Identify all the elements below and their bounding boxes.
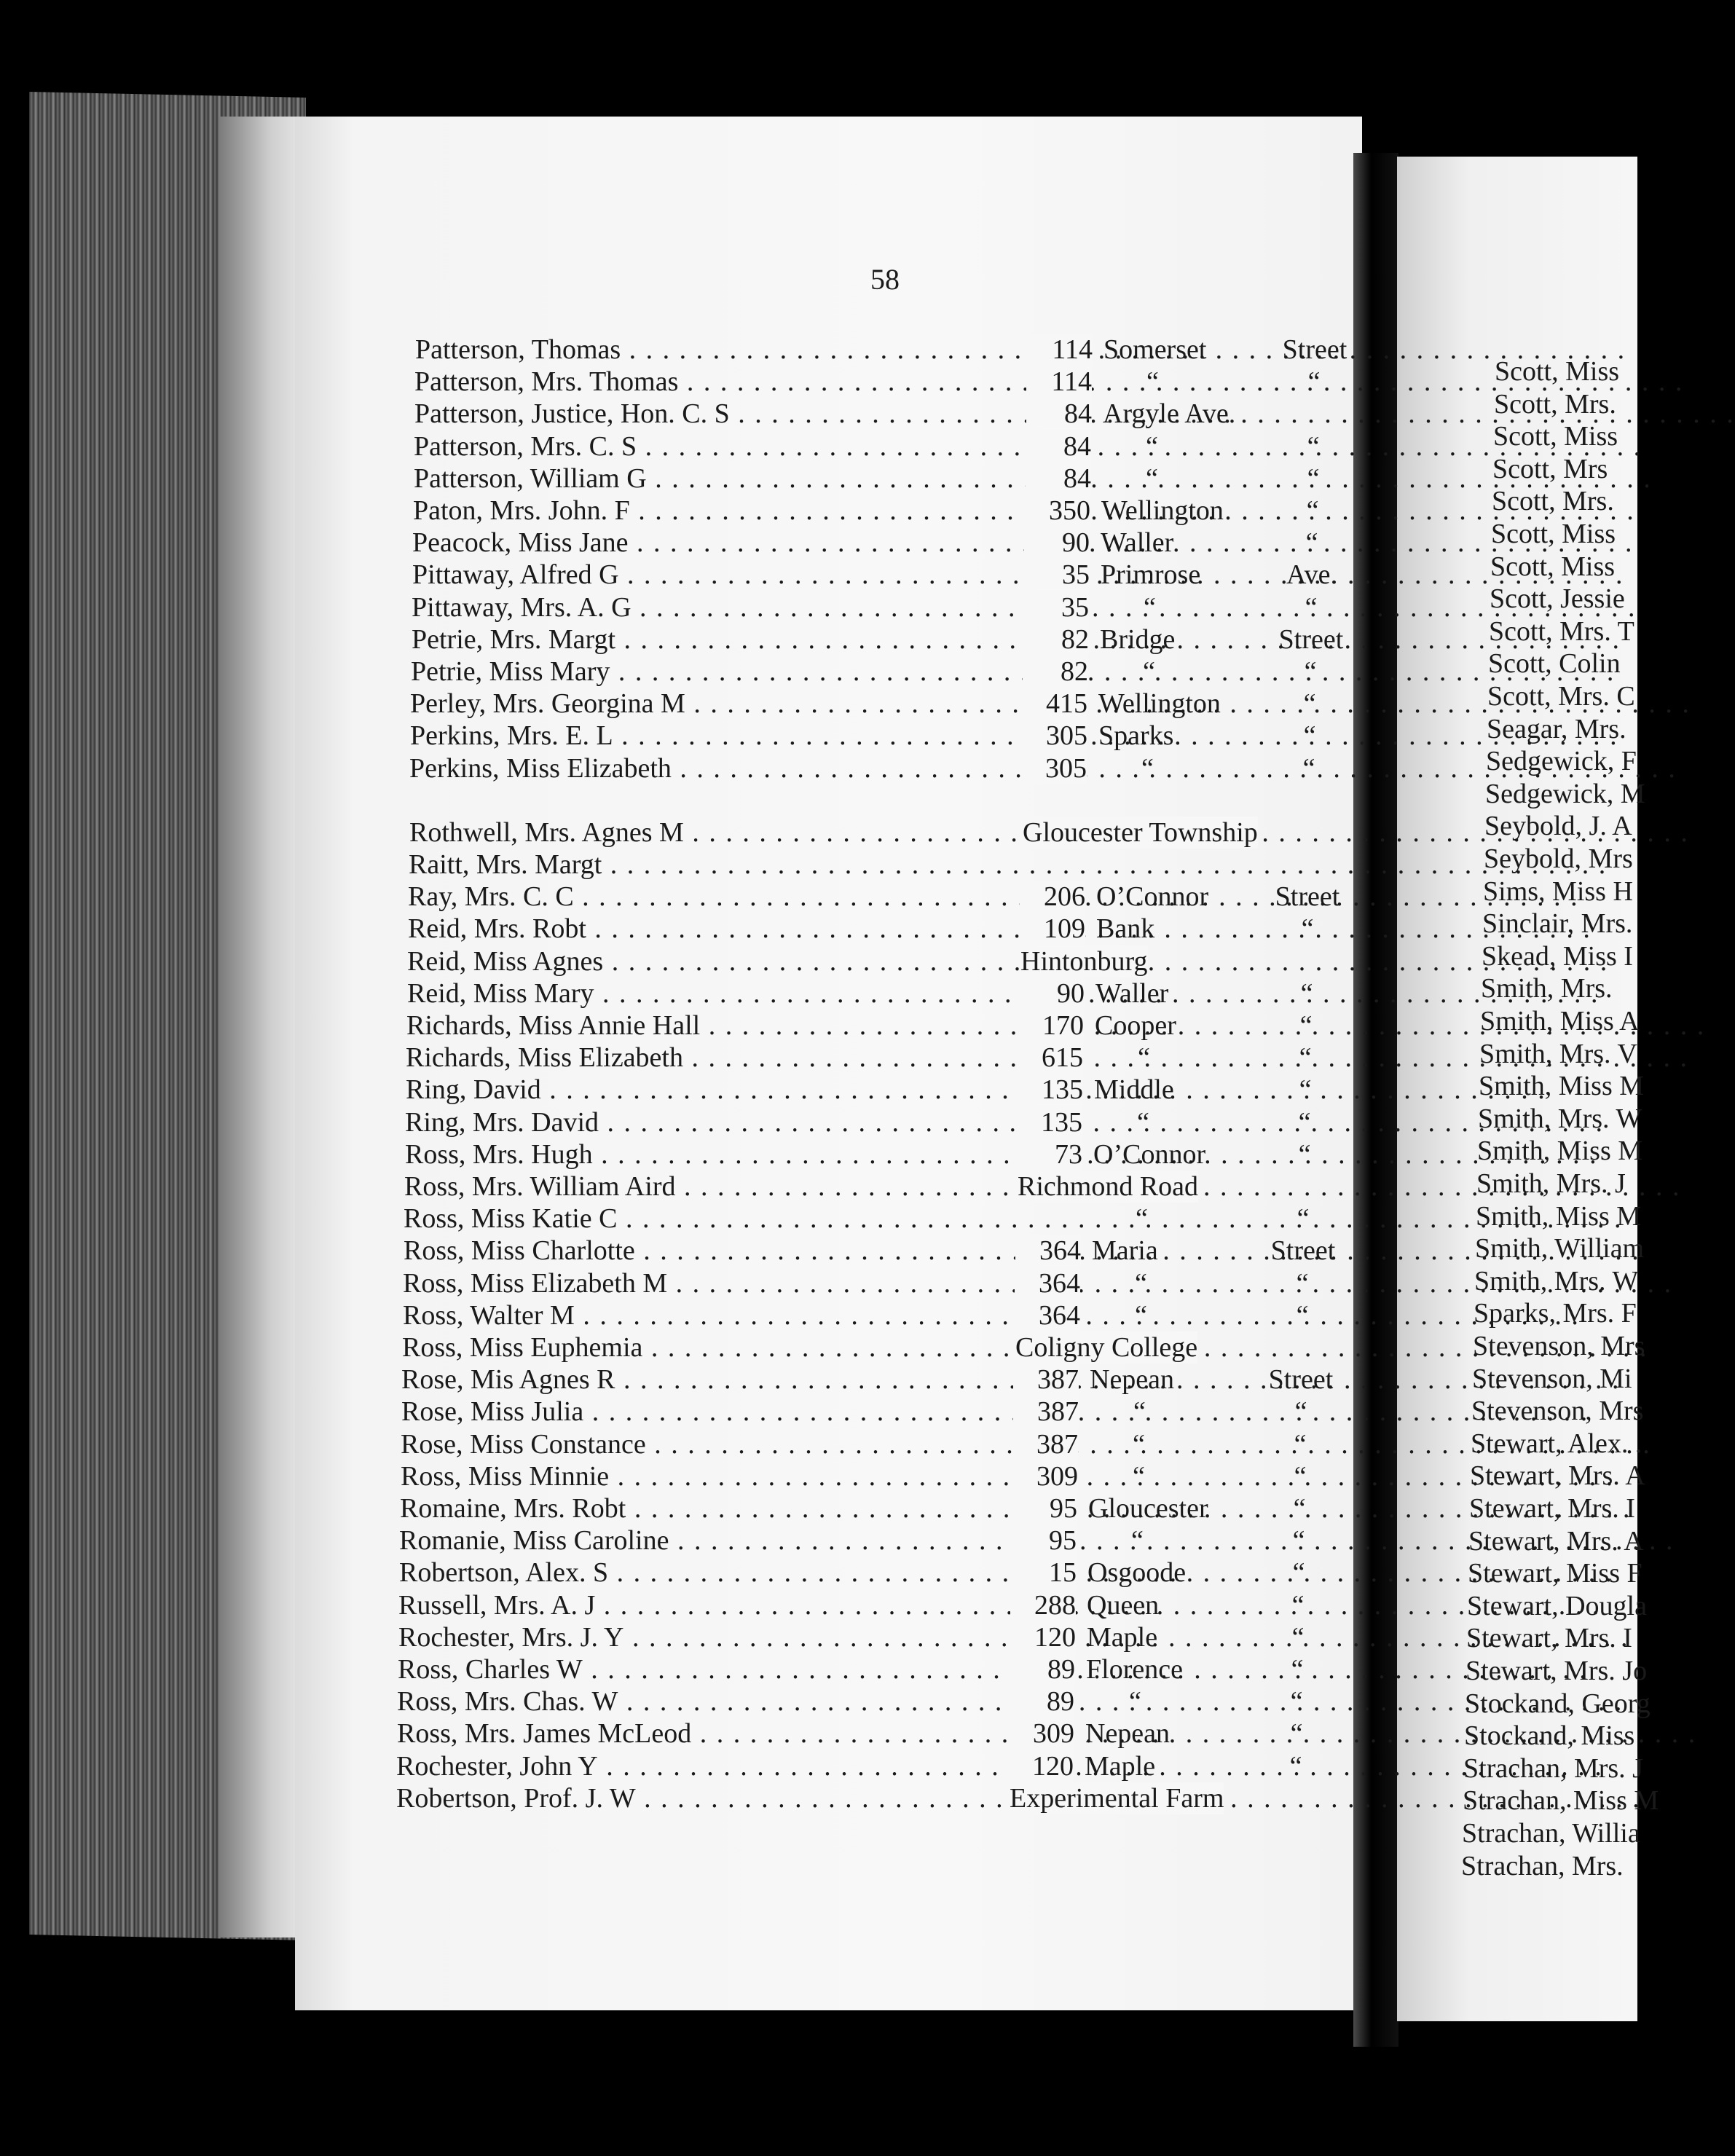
directory-entry-partial: Smith, Mrs. J	[1476, 1168, 1626, 1199]
directory-entry	[398, 1621, 1345, 1653]
entry-street: “	[1131, 1525, 1144, 1557]
directory-entry	[410, 720, 1357, 752]
entry-street: “	[1143, 656, 1155, 687]
entry-house-number: 350	[1025, 495, 1090, 527]
entry-street: Queen	[1087, 1589, 1160, 1621]
entry-street-type: Street	[1282, 334, 1348, 365]
entry-house-number: 387	[1013, 1396, 1079, 1428]
entry-name: Richards, Miss Annie Hall . . .	[406, 1010, 1018, 1042]
entry-house-number: 89	[1009, 1685, 1074, 1718]
entry-location: Experimental Farm	[1010, 1782, 1224, 1814]
entry-street-type: “	[1294, 1428, 1307, 1460]
directory-entry-partial: Smith, William	[1475, 1233, 1645, 1264]
directory-entry-partial: Stockand, Miss	[1464, 1720, 1635, 1752]
entry-street: Bridge	[1100, 623, 1176, 655]
directory-entry	[410, 688, 1357, 720]
entry-name: Paton, Mrs. John. F . . .	[413, 495, 1025, 527]
directory-entry-partial: Stevenson, Mi	[1472, 1363, 1632, 1394]
entry-street: Gloucester	[1088, 1493, 1208, 1524]
directory-entry-partial: Stevenson, Mrs	[1471, 1396, 1644, 1427]
entry-name: Ross, Miss Elizabeth M . . .	[403, 1267, 1015, 1299]
entry-name: Ross, Mrs. Chas. W . . .	[397, 1685, 1009, 1718]
entry-house-number: 114	[1027, 334, 1093, 366]
entry-name: Ross, Miss Minnie . . .	[401, 1460, 1012, 1492]
entry-house-number: 82	[1023, 656, 1088, 688]
directory-entry	[405, 1106, 1352, 1138]
directory-entry	[412, 591, 1358, 623]
entry-street-type: “	[1291, 1621, 1305, 1653]
entry-street: “	[1138, 1042, 1150, 1074]
entry-street: “	[1135, 1299, 1147, 1331]
directory-entry	[399, 1524, 1346, 1557]
directory-entry	[401, 1428, 1348, 1460]
directory-entry	[409, 752, 1356, 784]
entry-name: Patterson, Mrs. C. S . . .	[414, 430, 1026, 463]
entry-house-number: 305	[1022, 720, 1087, 752]
entry-street-type: “	[1299, 1074, 1312, 1106]
entry-street: Somerset	[1103, 334, 1207, 365]
entry-house-number: 364	[1015, 1267, 1080, 1299]
entry-street-type: “	[1290, 1718, 1303, 1750]
entry-house-number: 170	[1018, 1010, 1084, 1042]
entry-street: Nepean	[1090, 1364, 1175, 1396]
directory-entry-partial: Scott, Miss	[1491, 519, 1616, 549]
entry-name: Richards, Miss Elizabeth . . .	[406, 1042, 1018, 1074]
entry-name: Ross, Walter M . . .	[403, 1299, 1015, 1331]
entry-house-number: 309	[1009, 1718, 1074, 1750]
entry-house-number: 15	[1011, 1557, 1077, 1589]
entry-street: O’Connor	[1096, 881, 1209, 913]
directory-entry-partial: Strachan, Mrs. J	[1463, 1752, 1643, 1784]
directory-entry-partial: Stewart, Miss F	[1468, 1558, 1642, 1589]
entry-name: Ring, Mrs. David . . .	[405, 1106, 1017, 1138]
directory-entry-partial: Smith, Miss A	[1480, 1006, 1640, 1036]
entry-street-type: Street	[1268, 1364, 1334, 1396]
entry-street: Bank	[1096, 913, 1155, 945]
directory-entry	[411, 656, 1358, 688]
entry-street: O’Connor	[1093, 1138, 1206, 1170]
directory-entry-partial: Seybold, Mrs	[1484, 843, 1633, 874]
directory-entry	[407, 945, 1354, 977]
entry-name: Romaine, Mrs. Robt . . .	[400, 1492, 1012, 1524]
entry-location: Richmond Road	[1018, 1171, 1199, 1202]
entry-name: Ross, Mrs. James McLeod . . .	[397, 1718, 1009, 1750]
entry-street-type: “	[1304, 656, 1317, 687]
entry-street-type: “	[1293, 1493, 1306, 1524]
entry-name: Rothwell, Mrs. Agnes M . . .	[409, 817, 1021, 849]
entry-house-number: 309	[1012, 1460, 1078, 1492]
entry-house-number: 387	[1012, 1428, 1078, 1460]
entry-street-type: “	[1307, 366, 1321, 398]
directory-entry	[401, 1396, 1348, 1428]
entry-street-type: “	[1305, 591, 1318, 623]
entry-house-number: 82	[1023, 623, 1089, 656]
entry-house-number: 95	[1012, 1492, 1077, 1524]
entry-house-number: 114	[1026, 366, 1092, 398]
entry-street: “	[1146, 366, 1159, 398]
directory-entry	[403, 1299, 1350, 1331]
directory-entry	[397, 1685, 1344, 1718]
entry-name: Russell, Mrs. A. J . . .	[398, 1589, 1010, 1621]
directory-entry	[404, 1235, 1350, 1267]
entry-street: Maria	[1092, 1235, 1158, 1267]
entry-house-number: 415	[1022, 688, 1087, 720]
directory-entry-partial: Scott, Mrs	[1492, 453, 1608, 484]
entry-street-type: “	[1299, 1010, 1313, 1041]
directory-entry-partial: Stewart, Mrs. I	[1469, 1493, 1635, 1524]
entry-name: Robertson, Alex. S . . .	[399, 1557, 1011, 1589]
directory-entry-partial: Scott, Mrs.	[1492, 486, 1614, 517]
directory-entry-partial: Sedgewick, M	[1485, 778, 1645, 809]
entry-location: Gloucester Township	[1023, 817, 1258, 848]
directory-entry-partial: Seybold, J. A	[1484, 811, 1632, 842]
entry-name: Peacock, Miss Jane . . .	[412, 527, 1024, 559]
entry-house-number: 288	[1010, 1589, 1076, 1621]
entry-street: Maple	[1087, 1621, 1158, 1653]
entry-street: Nepean	[1085, 1718, 1171, 1750]
directory-entry-partial: Stewart, Dougla	[1467, 1590, 1647, 1621]
directory-entry	[412, 559, 1359, 591]
entry-name: Ross, Charles W . . .	[398, 1653, 1010, 1685]
entry-street: “	[1133, 1460, 1145, 1492]
entry-street-type: “	[1294, 1396, 1307, 1428]
entry-house-number: 73	[1017, 1138, 1082, 1171]
entry-name: Ross, Mrs. Hugh . . .	[405, 1138, 1017, 1171]
directory-entry-partial: Sedgewick, F	[1486, 746, 1637, 777]
entry-house-number: 120	[1010, 1621, 1076, 1653]
directory-entry-partial: Smith, Miss M	[1476, 1200, 1642, 1232]
entry-street-type: “	[1291, 1654, 1304, 1685]
entry-street-type: “	[1292, 1525, 1305, 1557]
entry-street: Wellington	[1101, 495, 1224, 526]
directory-entry-partial: Stewart, Mrs. A	[1468, 1525, 1644, 1557]
entry-house-number: 387	[1013, 1364, 1079, 1396]
entry-street-type: “	[1298, 1138, 1311, 1170]
entry-name: Petrie, Miss Mary . . .	[411, 656, 1023, 688]
entry-street-type: “	[1307, 463, 1320, 494]
entry-street-type: Ave.	[1286, 559, 1337, 591]
entry-street: “	[1146, 463, 1158, 494]
directory-entry-partial: Strachan, Miss M	[1463, 1785, 1659, 1817]
directory-entry-partial: Stevenson, Mrs	[1473, 1331, 1645, 1361]
entry-house-number: 84	[1026, 398, 1092, 430]
entry-house-number: 95	[1011, 1524, 1077, 1557]
entry-name: Patterson, Justice, Hon. C. S . . .	[414, 398, 1026, 430]
directory-entry	[403, 1267, 1350, 1299]
directory-entry-partial: Stewart, Mrs. Jo	[1465, 1656, 1648, 1686]
directory-entry	[396, 1750, 1343, 1782]
entry-street: Florence	[1086, 1654, 1183, 1685]
entry-name: Pittaway, Mrs. A. G . . .	[412, 591, 1023, 623]
directory-entry-partial: Sinclair, Mrs.	[1482, 908, 1633, 940]
directory-entry-partial: Smith, Miss M	[1477, 1136, 1643, 1167]
entry-street-type: “	[1297, 1203, 1310, 1235]
entry-street-type: “	[1299, 1042, 1312, 1074]
entry-name: Patterson, Mrs. Thomas . . .	[414, 366, 1026, 398]
entry-house-number: 120	[1008, 1750, 1074, 1782]
directory-entry	[409, 849, 1356, 881]
entry-street-type: Street	[1270, 1235, 1336, 1267]
entry-name: Rochester, Mrs. J. Y . . .	[398, 1621, 1010, 1653]
entry-street-type: “	[1301, 913, 1314, 945]
entry-name: Romanie, Miss Caroline . . .	[399, 1524, 1011, 1557]
directory-entry	[412, 527, 1359, 559]
directory-entry-partial: Smith, Mrs.	[1481, 973, 1613, 1004]
directory-entry	[396, 1782, 1343, 1814]
entry-street-type: “	[1296, 1299, 1309, 1331]
entry-street: “	[1129, 1686, 1141, 1718]
entry-street: Argyle Ave.	[1103, 398, 1236, 430]
directory-entry	[414, 366, 1361, 398]
entry-street-type: “	[1303, 688, 1316, 720]
entry-street: “	[1133, 1396, 1146, 1428]
entry-street-type: Street	[1275, 881, 1340, 913]
entry-house-number: 89	[1010, 1653, 1075, 1685]
entry-street-type: “	[1298, 1106, 1311, 1138]
directory-entry-partial: Scott, Miss	[1490, 551, 1616, 582]
directory-entry	[401, 1460, 1348, 1492]
entry-name: Ross, Miss Euphemia . . .	[402, 1331, 1014, 1364]
entry-street: “	[1141, 752, 1154, 784]
entry-name: Ross, Mrs. William Aird . . .	[404, 1171, 1016, 1203]
directory-entry	[412, 623, 1358, 656]
directory-entry	[398, 1653, 1345, 1685]
entry-name: Reid, Mrs. Robt . . .	[408, 913, 1020, 945]
entry-street: Wellington	[1098, 688, 1221, 720]
entry-name: Ross, Miss Charlotte . . .	[404, 1235, 1015, 1267]
entry-street-type: “	[1292, 1557, 1305, 1589]
directory-entry-partial: Smith, Mrs. V	[1479, 1038, 1637, 1069]
entry-location: Coligny College	[1015, 1332, 1198, 1363]
entry-street: Osgoode	[1087, 1557, 1187, 1589]
entry-name: Perkins, Miss Elizabeth . . .	[409, 752, 1021, 784]
entry-street: Primrose	[1101, 559, 1201, 591]
directory-entry-partial: Smith, Miss M	[1479, 1071, 1645, 1102]
entry-house-number: 364	[1015, 1235, 1081, 1267]
directory-entry	[400, 1492, 1347, 1524]
directory-entry-partial: Stewart, Mrs. I	[1466, 1623, 1632, 1654]
directory-entry-partial: Stewart, Mrs. A	[1470, 1460, 1645, 1492]
entry-street: “	[1133, 1428, 1145, 1460]
entry-name: Rochester, John Y . . .	[396, 1750, 1008, 1782]
entry-name: Ray, Mrs. C. C . . .	[408, 881, 1020, 913]
entry-street: Maple	[1085, 1750, 1156, 1782]
entry-name: Perley, Mrs. Georgina M . . .	[410, 688, 1022, 720]
book-page-edges-highlight	[219, 117, 306, 1937]
entry-street: Sparks	[1098, 720, 1174, 752]
directory-entry	[405, 1138, 1352, 1171]
entry-street: “	[1136, 1203, 1148, 1235]
entry-name: Raitt, Mrs. Margt . . .	[409, 849, 1020, 881]
entry-house-number: 84	[1026, 463, 1091, 495]
entry-name: Patterson, William G . . .	[414, 463, 1026, 495]
directory-entry	[398, 1589, 1345, 1621]
entry-street-type: “	[1307, 430, 1320, 462]
entry-name: Rose, Miss Julia . . .	[401, 1396, 1013, 1428]
directory-entry	[406, 1010, 1353, 1042]
directory-entry	[408, 913, 1355, 945]
directory-entry-partial: Scott, Miss	[1493, 421, 1618, 452]
directory-entry	[402, 1331, 1349, 1364]
entry-street-type: “	[1300, 977, 1313, 1009]
entry-street-type: “	[1289, 1750, 1302, 1782]
directory-entry-partial: Scott, Mrs. T	[1489, 615, 1634, 647]
directory-entry	[414, 430, 1361, 463]
directory-entry-partial: Scott, Mrs.	[1494, 388, 1616, 420]
directory-entry-partial: Sims, Miss H	[1483, 876, 1633, 907]
directory-entry	[407, 977, 1354, 1010]
entry-street: “	[1144, 591, 1156, 623]
entry-house-number: 84	[1026, 430, 1091, 463]
directory-entry	[397, 1718, 1344, 1750]
page-number: 58	[870, 263, 900, 296]
entry-house-number: 90	[1024, 527, 1090, 559]
directory-entry	[414, 398, 1361, 430]
entry-street: “	[1137, 1106, 1149, 1138]
entry-house-number: 206	[1020, 881, 1085, 913]
entry-street-type: Street	[1278, 623, 1344, 655]
entry-house-number: 109	[1020, 913, 1085, 945]
entry-street-type: “	[1290, 1686, 1303, 1718]
entry-house-number: 615	[1018, 1042, 1083, 1074]
directory-entry-partial: Scott, Colin	[1488, 648, 1621, 680]
entry-street-type: “	[1306, 495, 1319, 526]
entry-street-type: “	[1302, 752, 1315, 784]
directory-entry	[415, 334, 1362, 366]
directory-entry-partial: Scott, Mrs. C	[1487, 681, 1635, 712]
entry-street-type: “	[1294, 1460, 1307, 1492]
entry-street-type: “	[1291, 1589, 1305, 1621]
directory-entry	[399, 1557, 1346, 1589]
directory-entry-partial: Sparks, Mrs. F	[1474, 1298, 1637, 1329]
directory-entry-partial: Seagar, Mrs.	[1487, 713, 1626, 744]
entry-street: Cooper	[1095, 1010, 1176, 1041]
directory-entry-partial: Strachan, Willia	[1462, 1818, 1640, 1849]
entry-name: Rose, Miss Constance . . .	[401, 1428, 1012, 1460]
entry-name: Reid, Miss Agnes . . .	[407, 945, 1019, 977]
entry-house-number: 364	[1015, 1299, 1080, 1331]
directory-entry	[408, 881, 1355, 913]
directory-entry	[404, 1203, 1350, 1235]
entry-house-number: 135	[1017, 1106, 1082, 1138]
directory-entry	[409, 817, 1356, 849]
entry-name: Perkins, Mrs. E. L . . .	[410, 720, 1022, 752]
directory-entry	[401, 1364, 1348, 1396]
entry-name: Ring, David . . .	[406, 1074, 1018, 1106]
entry-street: Waller	[1101, 527, 1174, 559]
directory-entry-partial: Stockand, Georg	[1465, 1688, 1651, 1719]
directory-entry	[414, 463, 1361, 495]
entry-name: Patterson, Thomas . . .	[415, 334, 1027, 366]
directory-entry	[406, 1042, 1353, 1074]
directory-entry-partial: Skead, Miss I	[1482, 940, 1633, 972]
entry-street: “	[1146, 430, 1158, 462]
entry-house-number: 35	[1023, 591, 1089, 623]
entry-house-number: 35	[1024, 559, 1090, 591]
directory-entry-partial: Strachan, Mrs.	[1461, 1850, 1624, 1881]
directory-entry	[404, 1171, 1351, 1203]
entry-name: Rose, Mis Agnes R . . .	[401, 1364, 1013, 1396]
directory-entry	[406, 1074, 1353, 1106]
entry-location: Hintonburg	[1020, 945, 1148, 977]
entry-street: “	[1135, 1267, 1147, 1299]
directory-entry-partial: Scott, Miss	[1495, 356, 1620, 387]
entry-name: Pittaway, Alfred G . . .	[412, 559, 1024, 591]
entry-house-number: 90	[1019, 977, 1085, 1010]
directory-entry-partial: Stewart, Alex. .	[1471, 1428, 1642, 1459]
entry-name: Robertson, Prof. J. W . . .	[396, 1782, 1008, 1814]
entry-street-type: “	[1296, 1267, 1309, 1299]
entry-name: Petrie, Mrs. Margt . . .	[412, 623, 1023, 656]
directory-entry-partial: Smith, Mrs. W	[1474, 1265, 1639, 1297]
directory-entry-partial: Scott, Jessie	[1490, 583, 1625, 615]
entry-house-number: 305	[1021, 752, 1087, 784]
entry-street-type: “	[1305, 527, 1318, 559]
directory-entry-partial: Smith, Mrs. W	[1478, 1103, 1642, 1134]
entry-street: Middle	[1094, 1074, 1174, 1106]
entry-house-number: 135	[1018, 1074, 1083, 1106]
entry-street-type: “	[1303, 720, 1316, 752]
directory-entry	[413, 495, 1360, 527]
entry-name: Ross, Miss Katie C . . .	[404, 1203, 1015, 1235]
entry-street: Waller	[1095, 977, 1169, 1009]
entry-name: Reid, Miss Mary . . .	[407, 977, 1019, 1010]
